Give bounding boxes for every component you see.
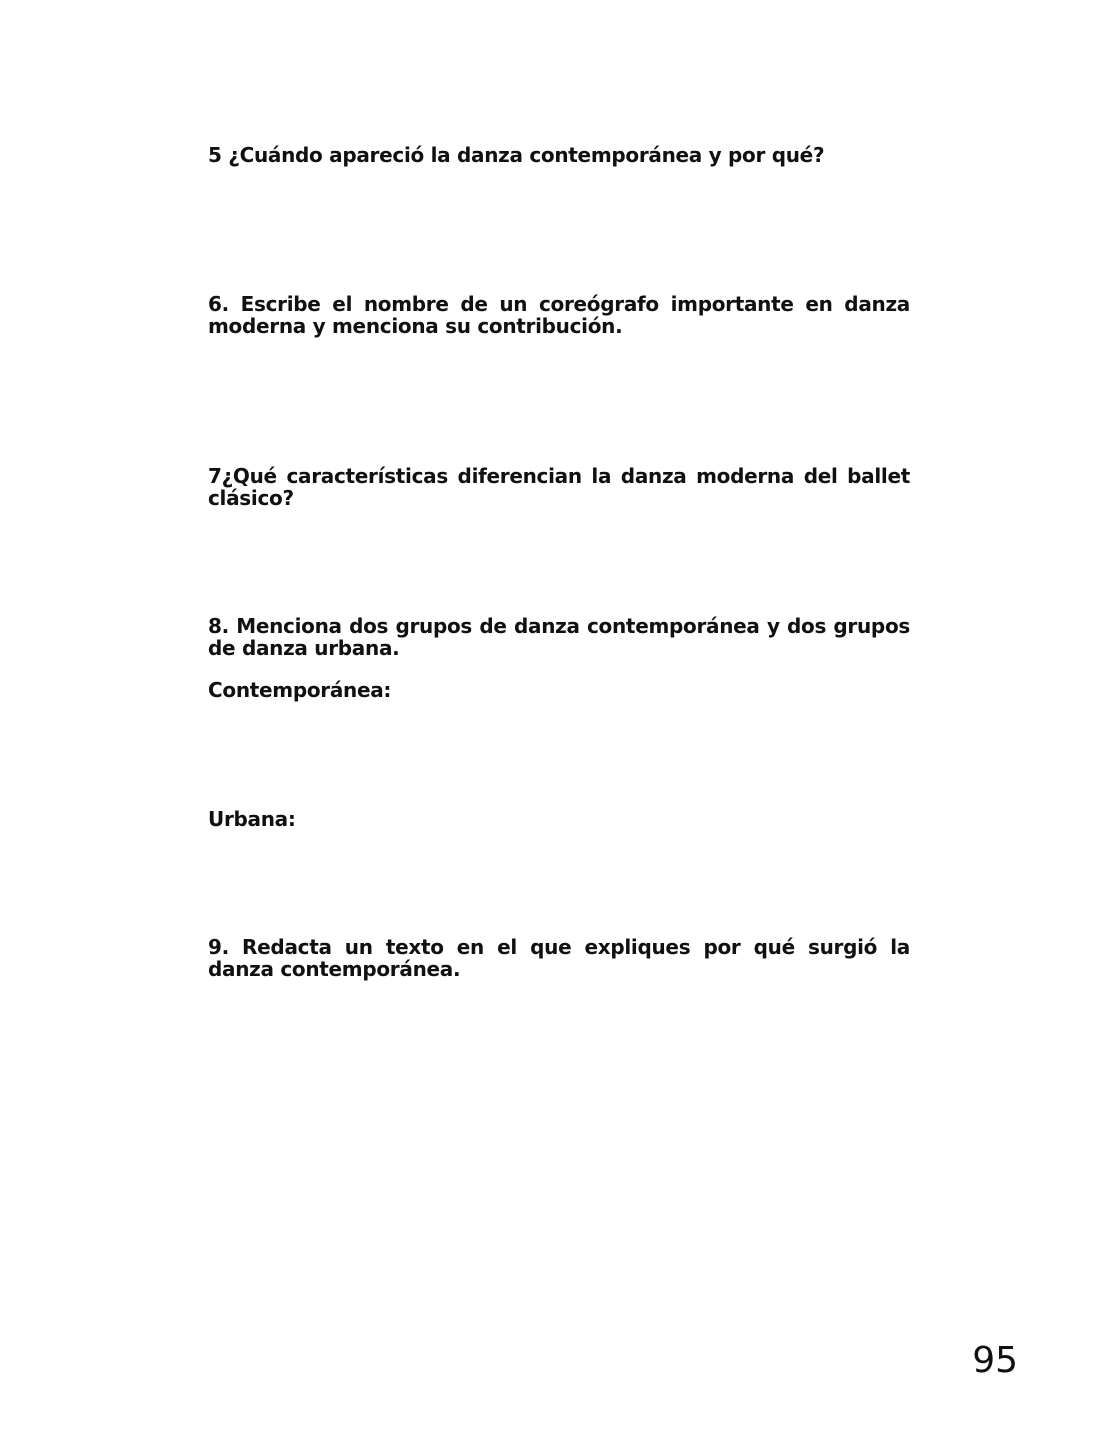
page-number: 95 (972, 1340, 1018, 1381)
question-7: 7¿Qué características diferencian la danza moderna del ballet clásico? (208, 464, 910, 510)
question-6: 6. Escribe el nombre de un coreógrafo importante en danza moderna y menciona su contribución. (208, 292, 910, 338)
question-5: 5 ¿Cuándo apareció la danza contemporánea y por qué? (208, 143, 825, 167)
question-9: 9. Redacta un texto en el que expliques por qué surgió la danza contemporánea. (208, 935, 910, 981)
question-8: 8. Menciona dos grupos de danza contemporánea y dos grupos de danza urbana. (208, 614, 910, 660)
urbana-label: Urbana: (208, 807, 296, 831)
contemporanea-label: Contemporánea: (208, 678, 392, 702)
